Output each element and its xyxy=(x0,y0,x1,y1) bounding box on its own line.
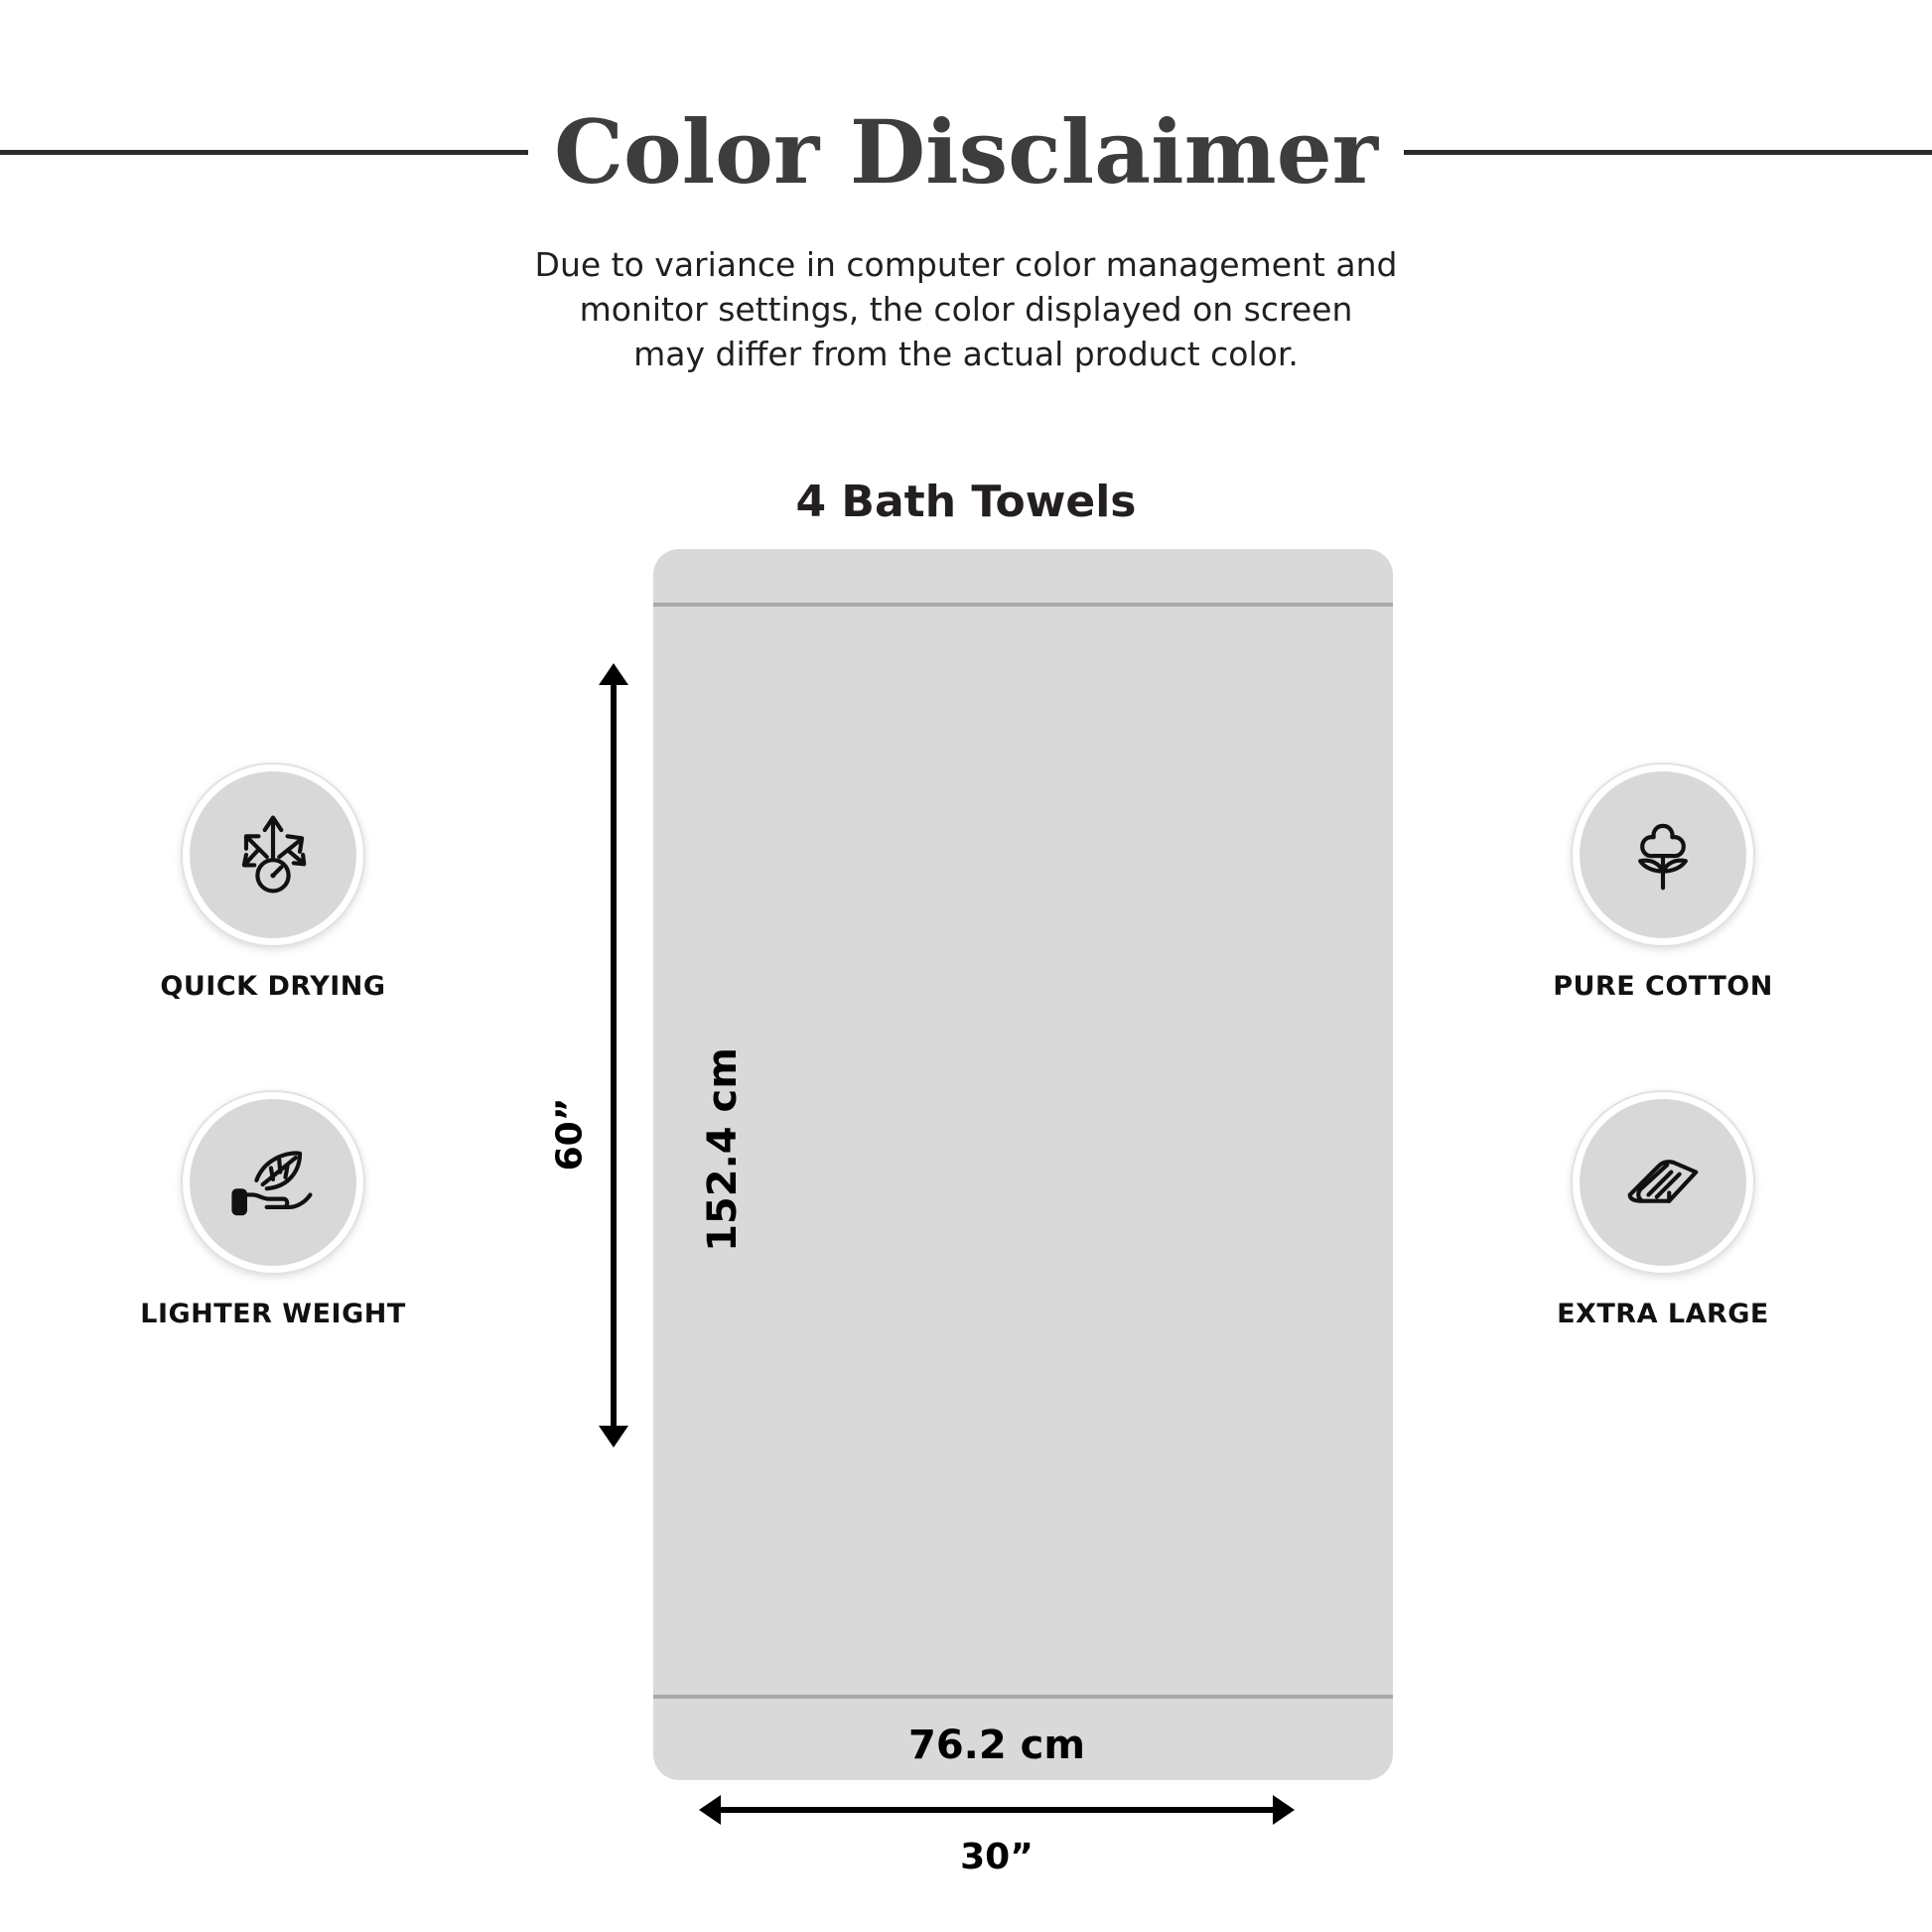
feature-badge xyxy=(183,1092,363,1273)
width-label-inches: 30” xyxy=(960,1837,1034,1877)
towel-swatch xyxy=(653,549,1393,1780)
towel-illustration xyxy=(653,549,1393,1780)
quick-drying-icon xyxy=(221,803,325,906)
arrow-head-down-icon xyxy=(599,1426,628,1448)
page-header xyxy=(0,100,1932,204)
arrow-head-right-icon xyxy=(1273,1795,1295,1825)
towel-band-bottom xyxy=(653,1695,1393,1699)
header-rule-right xyxy=(1404,150,1932,155)
feature-lighter-weight xyxy=(109,1092,437,1329)
feature-extra-large xyxy=(1499,1092,1827,1329)
page-title: Color Disclaimer xyxy=(553,100,1379,204)
feature-label: QUICK DRYING xyxy=(160,971,386,1002)
arrow-shaft-horizontal xyxy=(713,1807,1281,1813)
arrow-shaft-vertical xyxy=(611,677,617,1434)
disclaimer-line-3: may differ from the actual product color. xyxy=(633,334,1299,373)
width-dimension-arrow xyxy=(699,1792,1295,1826)
feather-hand-icon xyxy=(221,1131,325,1234)
feature-quick-drying xyxy=(109,764,437,1002)
feature-label: PURE COTTON xyxy=(1553,971,1773,1002)
width-label-cm: 76.2 cm xyxy=(907,1723,1085,1768)
height-label-inches: 60” xyxy=(549,1097,591,1172)
feature-badge xyxy=(183,764,363,945)
feature-label: LIGHTER WEIGHT xyxy=(140,1299,406,1329)
disclaimer-line-2: monitor settings, the color displayed on screen xyxy=(579,289,1353,329)
header-rule-left xyxy=(0,150,528,155)
product-title: 4 Bath Towels xyxy=(795,477,1137,527)
feature-pure-cotton xyxy=(1499,764,1827,1002)
color-disclaimer-text xyxy=(0,243,1932,377)
feature-label: EXTRA LARGE xyxy=(1557,1299,1769,1329)
folded-towel-icon xyxy=(1611,1131,1715,1234)
disclaimer-line-1: Due to variance in computer color management and xyxy=(534,245,1398,284)
feature-badge xyxy=(1573,1092,1753,1273)
towel-band-top xyxy=(653,603,1393,607)
height-dimension-arrow xyxy=(596,663,629,1448)
cotton-flower-icon xyxy=(1611,803,1715,906)
height-label-cm: 152.4 cm xyxy=(699,1047,746,1252)
feature-badge xyxy=(1573,764,1753,945)
